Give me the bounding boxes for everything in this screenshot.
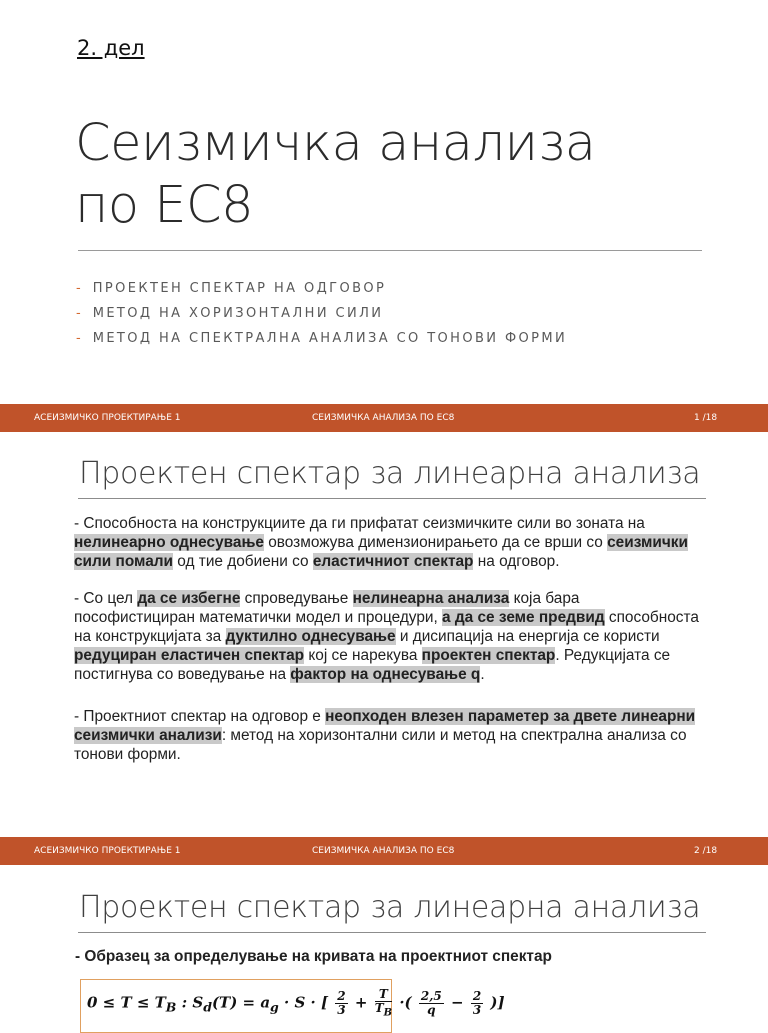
paragraph-2: [74, 589, 704, 685]
highlighted-term: редуциран еластичен спектар: [74, 647, 305, 665]
paragraph-text: и дисипација на енергија се користи: [395, 628, 660, 646]
part-label: 2. дел: [77, 36, 145, 60]
paragraph-text: кој се нарекува: [304, 647, 422, 665]
paragraph-text: - Со цел: [74, 589, 138, 607]
footer-topic: СЕИЗМИЧКА АНАЛИЗА ПО EC8: [312, 413, 455, 423]
bullet-item: [76, 306, 383, 321]
paragraph-text: способноста на конструкцијата за: [74, 608, 699, 646]
highlighted-term: нелинеарно однесување: [74, 534, 264, 552]
slide-body: [74, 514, 704, 779]
slide-footer: [0, 404, 768, 432]
formula-sub: B: [165, 999, 177, 1015]
slide-footer: [0, 837, 768, 865]
paragraph-text: на одговор.: [473, 553, 560, 571]
highlighted-term: проектен спектар: [421, 647, 556, 665]
formula-text: (T) = a: [211, 993, 271, 1012]
paragraph-text: . Редукцијата се постигнува со воведување на: [74, 647, 671, 684]
formula-fraction: $\frac{2,5}{q}$: [420, 989, 442, 1018]
formula-text: ·(: [399, 993, 412, 1012]
bullet-text: МЕТОД НА ХОРИЗОНТАЛНИ СИЛИ: [92, 306, 384, 321]
footer-topic: СЕИЗМИЧКА АНАЛИЗА ПО EC8: [312, 846, 455, 856]
highlighted-term: да се избегне: [137, 589, 241, 607]
highlighted-term: сеизмички сили помали: [74, 534, 688, 571]
bullet-item: [76, 281, 386, 296]
bullet-text: ПРОЕКТЕН СПЕКТАР НА ОДГОВОР: [92, 281, 387, 296]
footer-page: 1 /18: [694, 413, 718, 423]
bullet-dash: -: [76, 331, 81, 346]
title-divider: [78, 932, 706, 933]
paragraph-text: која бара пософистициран математички модел и процедури,: [74, 589, 580, 626]
bullet-dash: -: [76, 306, 81, 321]
formula-sub: g: [270, 999, 279, 1015]
footer-course: АСЕИЗМИЧКО ПРОЕКТИРАЊЕ 1: [34, 413, 181, 423]
formula-text: −: [451, 993, 464, 1012]
paragraph-text: овозможува димензионирањето да се врши со: [263, 534, 608, 552]
slide-subtitle: - Образец за определување на кривата на проектниот спектар: [75, 948, 552, 965]
formula-lhs: 0 ≤ T ≤ T: [87, 993, 166, 1012]
highlighted-term: дуктилно однесување: [225, 628, 396, 646]
footer-page: 2 /18: [694, 846, 718, 856]
paragraph-text: од тие добиени со: [173, 553, 313, 571]
paragraph-3: [74, 707, 704, 765]
paragraph-text: .: [480, 666, 485, 684]
formula-fraction: $\frac{2}{3}$: [337, 989, 346, 1018]
formula-text: )]: [490, 993, 505, 1012]
paragraph-text: : метод на хоризонтални сили и метод на спектрална анализа со тонови форми.: [74, 726, 687, 764]
formula-sub: d: [203, 999, 212, 1015]
formula-fraction: $\frac{2}{3}$: [472, 989, 482, 1018]
title-divider: [78, 250, 702, 251]
bullet-text: МЕТОД НА СПЕКТРАЛНА АНАЛИЗА СО ТОНОВИ ФОРМИ: [92, 331, 568, 346]
formula-text: · S · [: [278, 993, 329, 1012]
slide-title: Проектен спектар за линеарна анализа: [79, 456, 701, 491]
title-line-2: по EC8: [75, 176, 254, 235]
highlighted-term: фактор на однесување q: [290, 666, 481, 684]
highlighted-term: а да се земе предвид: [442, 608, 605, 626]
formula-row: [87, 988, 505, 1019]
formula-text: : S: [176, 993, 204, 1012]
slide-title-main: [75, 113, 715, 237]
footer-course: АСЕИЗМИЧКО ПРОЕКТИРАЊЕ 1: [34, 846, 181, 856]
formula-text: +: [354, 993, 368, 1012]
paragraph-text: - Проектниот спектар на одговор е: [74, 707, 326, 725]
formula-fraction: $\frac{T}{T_B}$: [374, 987, 393, 1019]
paragraph-text: спроведување: [240, 589, 353, 607]
spectrum-formula: [80, 979, 505, 1033]
highlighted-term: неопходен влезен параметер за двете линеарни сеизмички анализи: [74, 707, 696, 744]
highlighted-term: еластичниот спектар: [312, 553, 474, 571]
title-divider: [78, 498, 706, 499]
paragraph-text: - Способноста на конструкциите да ги прифатат сеизмичките сили во зоната на: [74, 515, 645, 532]
bullet-item: [76, 331, 567, 346]
bullet-dash: -: [76, 281, 81, 296]
paragraph-1: [74, 514, 704, 572]
slide-title: Проектен спектар за линеарна анализа: [79, 890, 701, 925]
title-line-1: Сеизмичка анализа: [75, 114, 596, 173]
highlighted-term: нелинеарна анализа: [352, 589, 510, 607]
